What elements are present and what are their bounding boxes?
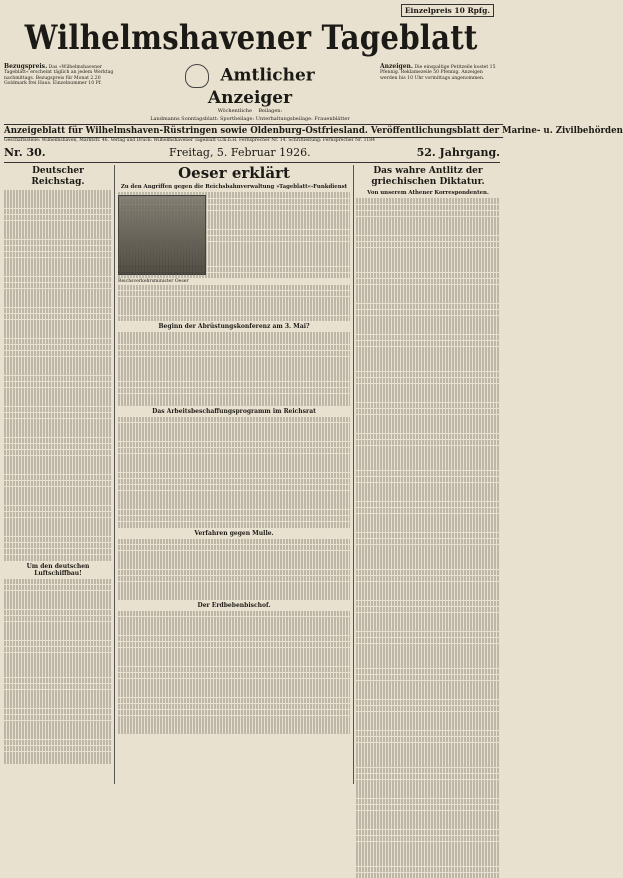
column-rule (114, 165, 115, 784)
volume-year: 52. Jahrgang. (416, 146, 500, 159)
article-body (356, 198, 500, 878)
article-heading: Um den deutschen Luftschiffbau! (26, 562, 90, 577)
article-body (118, 332, 350, 406)
article-body (4, 579, 112, 764)
crest-sub-supplements: Beilagen: (258, 108, 283, 114)
crest-block (145, 64, 355, 122)
article-body (4, 190, 112, 561)
subhead (0, 64, 504, 122)
article-heading: Beginn der Abrüstungskonferenz am 3. Mai? (158, 323, 310, 331)
article-body (118, 417, 350, 528)
left-column (4, 165, 112, 784)
advert-box (380, 64, 500, 81)
advert-text: Die einspaltige Petitzeile kostet 15 Pfennig. Reklamezeile 50 Pfennig. Anzeigen werden bis 10 Uhr vormittags angenommen. (380, 65, 496, 81)
issue-date: Freitag, 5. Februar 1926. (169, 146, 311, 159)
article-subheading: Von unserem Athener Korrespondenten. (367, 190, 489, 196)
issue-number: Nr. 30. (4, 146, 46, 159)
publisher-info: Geschäftsstelle: Wilhelmshaven, Marktstr. 46. Verlag und Druck: Wilhelmshavener Tageblatt G.m.b.H. Fernsprecher Nr. 14. Schriftleitung: Fernsprecher Nr. 1184 (4, 138, 376, 143)
article-heading: Der Erdbebenbischof. (197, 601, 271, 609)
subscription-box (4, 64, 124, 87)
article-heading: Verfahren gegen Mulle. (194, 529, 274, 537)
coat-of-arms-icon (185, 64, 209, 88)
article-body (118, 192, 350, 278)
dateline (4, 146, 500, 163)
lead-headline: Oeser erklärt (178, 164, 290, 182)
middle-column (118, 165, 350, 784)
article-heading: Das wahre Antlitz der griechischen Diktatur. (371, 166, 485, 187)
lead-subheadline: Zu den Angriffen gegen die Reichsbahnverwaltung »Tageblatt«-Funkdienst (120, 184, 348, 190)
masthead-title: Wilhelmshavener Tageblatt (24, 18, 478, 58)
region-banner: Anzeigeblatt für Wilhelmshaven-Rüstringen sowie Oldenburg-Ostfriesland. Veröffentlichungsblatt der Marine- u. Zivilbehörden (4, 126, 623, 136)
article-heading: Deutscher Reichstag. (31, 166, 85, 187)
subscription-text: Das »Wilhelmshavener Tageblatt« erscheint täglich an jedem Werktag nachmittags. Bezugspreis für Monat 2.20 Goldmark frei Haus. Einzelnummer 10 Pf. (4, 65, 114, 87)
article-body (118, 285, 350, 322)
portrait-caption: Reichsverkehrsminister Oeser (118, 279, 189, 285)
single-issue-price: Einzelpreis 10 Rpfg. (401, 4, 494, 17)
article-body (118, 611, 350, 734)
right-column (356, 165, 500, 784)
advert-label: Anzeigen. (380, 63, 413, 70)
article-body (118, 539, 350, 600)
article-heading: Das Arbeitsbeschaffungsprogramm im Reichsrat (152, 407, 316, 415)
column-rule (353, 165, 354, 784)
crest-title: Amtlicher Anzeiger (207, 65, 315, 108)
subscription-label: Bezugspreis. (4, 63, 48, 70)
supplements-line: Landmanns Sonntagsblatt: Sportbeilage: Unterhaltungsbeilage: Frauenblätter (150, 116, 350, 122)
crest-sub-weekly: Wöchentliche (217, 108, 252, 114)
